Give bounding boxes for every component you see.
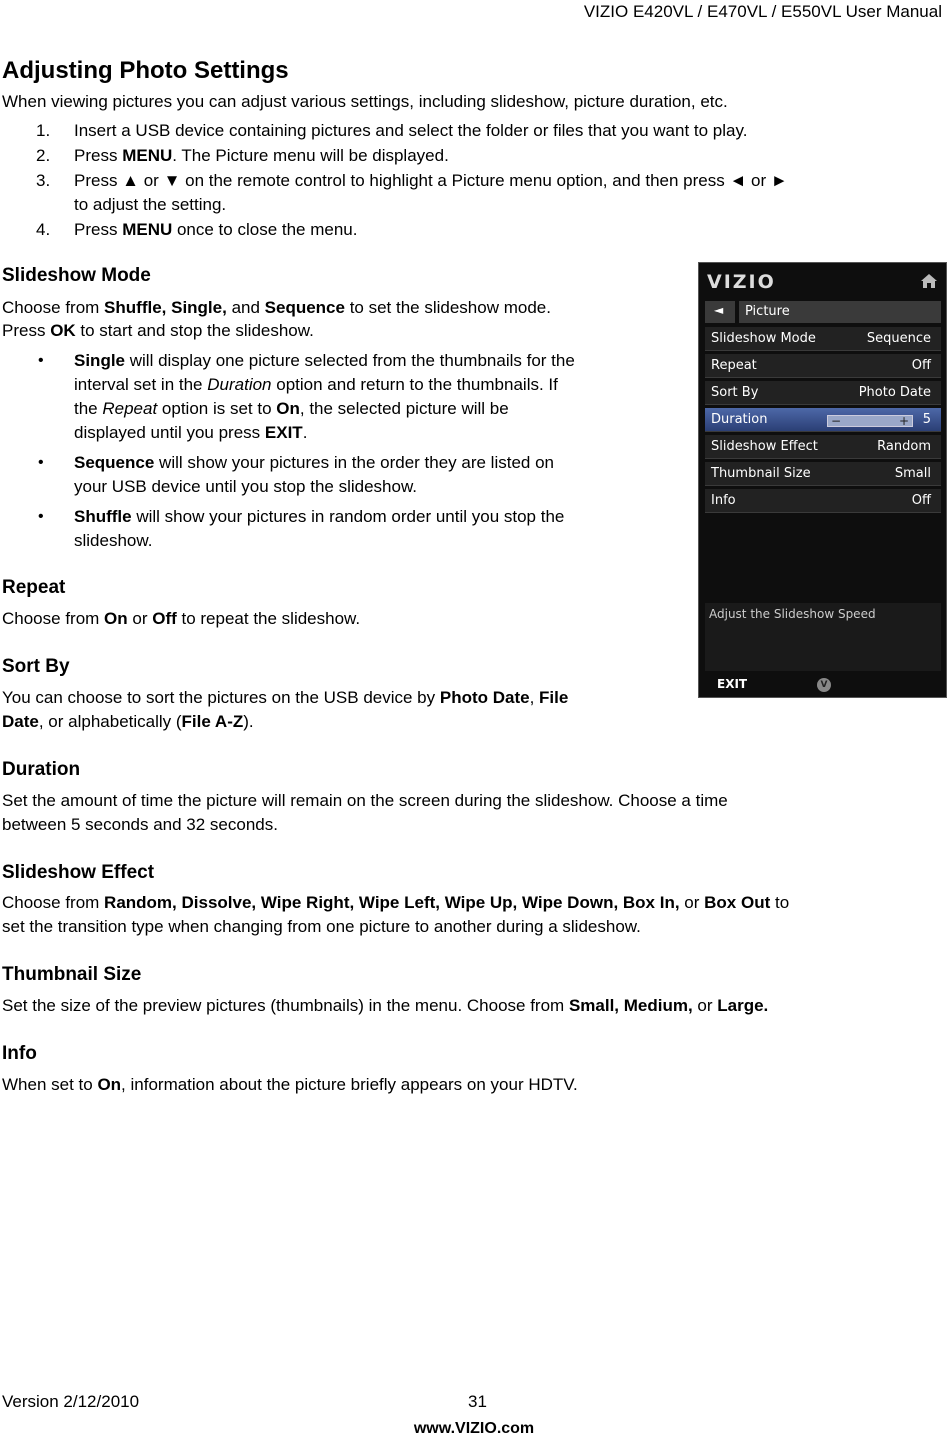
sort-by-line-1: You can choose to sort the pictures on the USB device by Photo Date, File <box>2 688 569 707</box>
menu-row-repeat[interactable]: Repeat Off <box>705 354 941 378</box>
bullet-icon: • <box>38 508 44 525</box>
bullet-single: • Single will display one picture selected from the thumbnails for the interval set in the Duration option and return to the thumbnails. If the Repeat option is set to On, the selected picture will be displayed until you press EXIT. <box>38 351 575 442</box>
info-heading: Info <box>2 1043 37 1064</box>
manual-header: VIZIO E420VL / E470VL / E550VL User Manual <box>583 2 942 21</box>
thumbnail-size-text: Set the size of the preview pictures (thumbnails) in the menu. Choose from Small, Medium, or Large. <box>2 996 769 1015</box>
duration-line-1: Set the amount of time the picture will remain on the screen during the slideshow. Choose a time <box>2 791 728 810</box>
intro-text: When viewing pictures you can adjust various settings, including slideshow, picture duration, etc. <box>2 92 728 111</box>
sort-by-line-2: Date, or alphabetically (File A-Z). <box>2 712 254 731</box>
menu-row-sort-by[interactable]: Sort By Photo Date <box>705 381 941 405</box>
exit-label[interactable]: EXIT <box>717 677 748 691</box>
step-1: 1. Insert a USB device containing pictures and select the folder or files that you want to play. <box>36 121 748 140</box>
slideshow-effect-heading: Slideshow Effect <box>2 862 155 883</box>
slideshow-line-2: Press OK to start and stop the slideshow. <box>2 321 314 340</box>
menu-hint-text: Adjust the Slideshow Speed <box>705 603 941 671</box>
sort-by-heading: Sort By <box>2 656 70 677</box>
page-title: Adjusting Photo Settings <box>2 57 289 84</box>
thumbnail-size-heading: Thumbnail Size <box>2 964 142 985</box>
step-4: 4. Press MENU once to close the menu. <box>36 220 358 239</box>
minus-icon: − <box>831 414 842 428</box>
duration-slider[interactable] <box>827 415 913 427</box>
step-2: 2. Press MENU. The Picture menu will be displayed. <box>36 146 449 165</box>
step-3: 3. Press ▲ or ▼ on the remote control to highlight a Picture menu option, and then press ◄ or ► to adjust the setting. <box>36 171 788 214</box>
page-number: 31 <box>468 1392 487 1411</box>
duration-line-2: between 5 seconds and 32 seconds. <box>2 815 278 834</box>
repeat-text: Choose from On or Off to repeat the slideshow. <box>2 609 361 628</box>
bullet-sequence: • Sequence will show your pictures in the order they are listed on your USB device until you stop the slideshow. <box>38 453 555 496</box>
bullet-icon: • <box>38 454 44 471</box>
menu-row-thumbnail-size[interactable]: Thumbnail Size Small <box>705 462 941 486</box>
slideshow-effect-line-1: Choose from Random, Dissolve, Wipe Right, Wipe Left, Wipe Up, Wipe Down, Box In, or Box Out to <box>2 893 790 912</box>
version-text: Version 2/12/2010 <box>2 1392 140 1411</box>
menu-row-slideshow-effect[interactable]: Slideshow Effect Random <box>705 435 941 459</box>
repeat-heading: Repeat <box>2 577 66 598</box>
menu-row-info[interactable]: Info Off <box>705 489 941 513</box>
bullet-icon: • <box>38 352 44 369</box>
home-icon[interactable] <box>920 273 938 289</box>
menu-breadcrumb: Picture <box>739 301 941 323</box>
menu-row-duration[interactable]: Duration − + 5 <box>705 408 941 432</box>
info-text: When set to On, information about the picture briefly appears on your HDTV. <box>2 1075 578 1094</box>
slideshow-effect-line-2: set the transition type when changing from one picture to another during a slideshow. <box>2 917 641 936</box>
duration-heading: Duration <box>2 759 81 780</box>
menu-row-slideshow-mode[interactable]: Slideshow Mode Sequence <box>705 327 941 351</box>
bullet-shuffle: • Shuffle will show your pictures in random order until you stop the slideshow. <box>38 507 565 550</box>
vizio-logo: VIZIO <box>707 271 776 293</box>
v-button-icon[interactable]: V <box>817 678 831 692</box>
slideshow-mode-heading: Slideshow Mode <box>2 265 151 286</box>
back-button[interactable] <box>705 301 735 323</box>
website-url: www.VIZIO.com <box>413 1420 535 1437</box>
slideshow-line-1: Choose from Shuffle, Single, and Sequence to set the slideshow mode. <box>2 298 551 317</box>
picture-menu-screenshot <box>698 262 947 698</box>
plus-icon: + <box>898 414 909 428</box>
back-arrow-icon: ◄ <box>714 303 724 317</box>
